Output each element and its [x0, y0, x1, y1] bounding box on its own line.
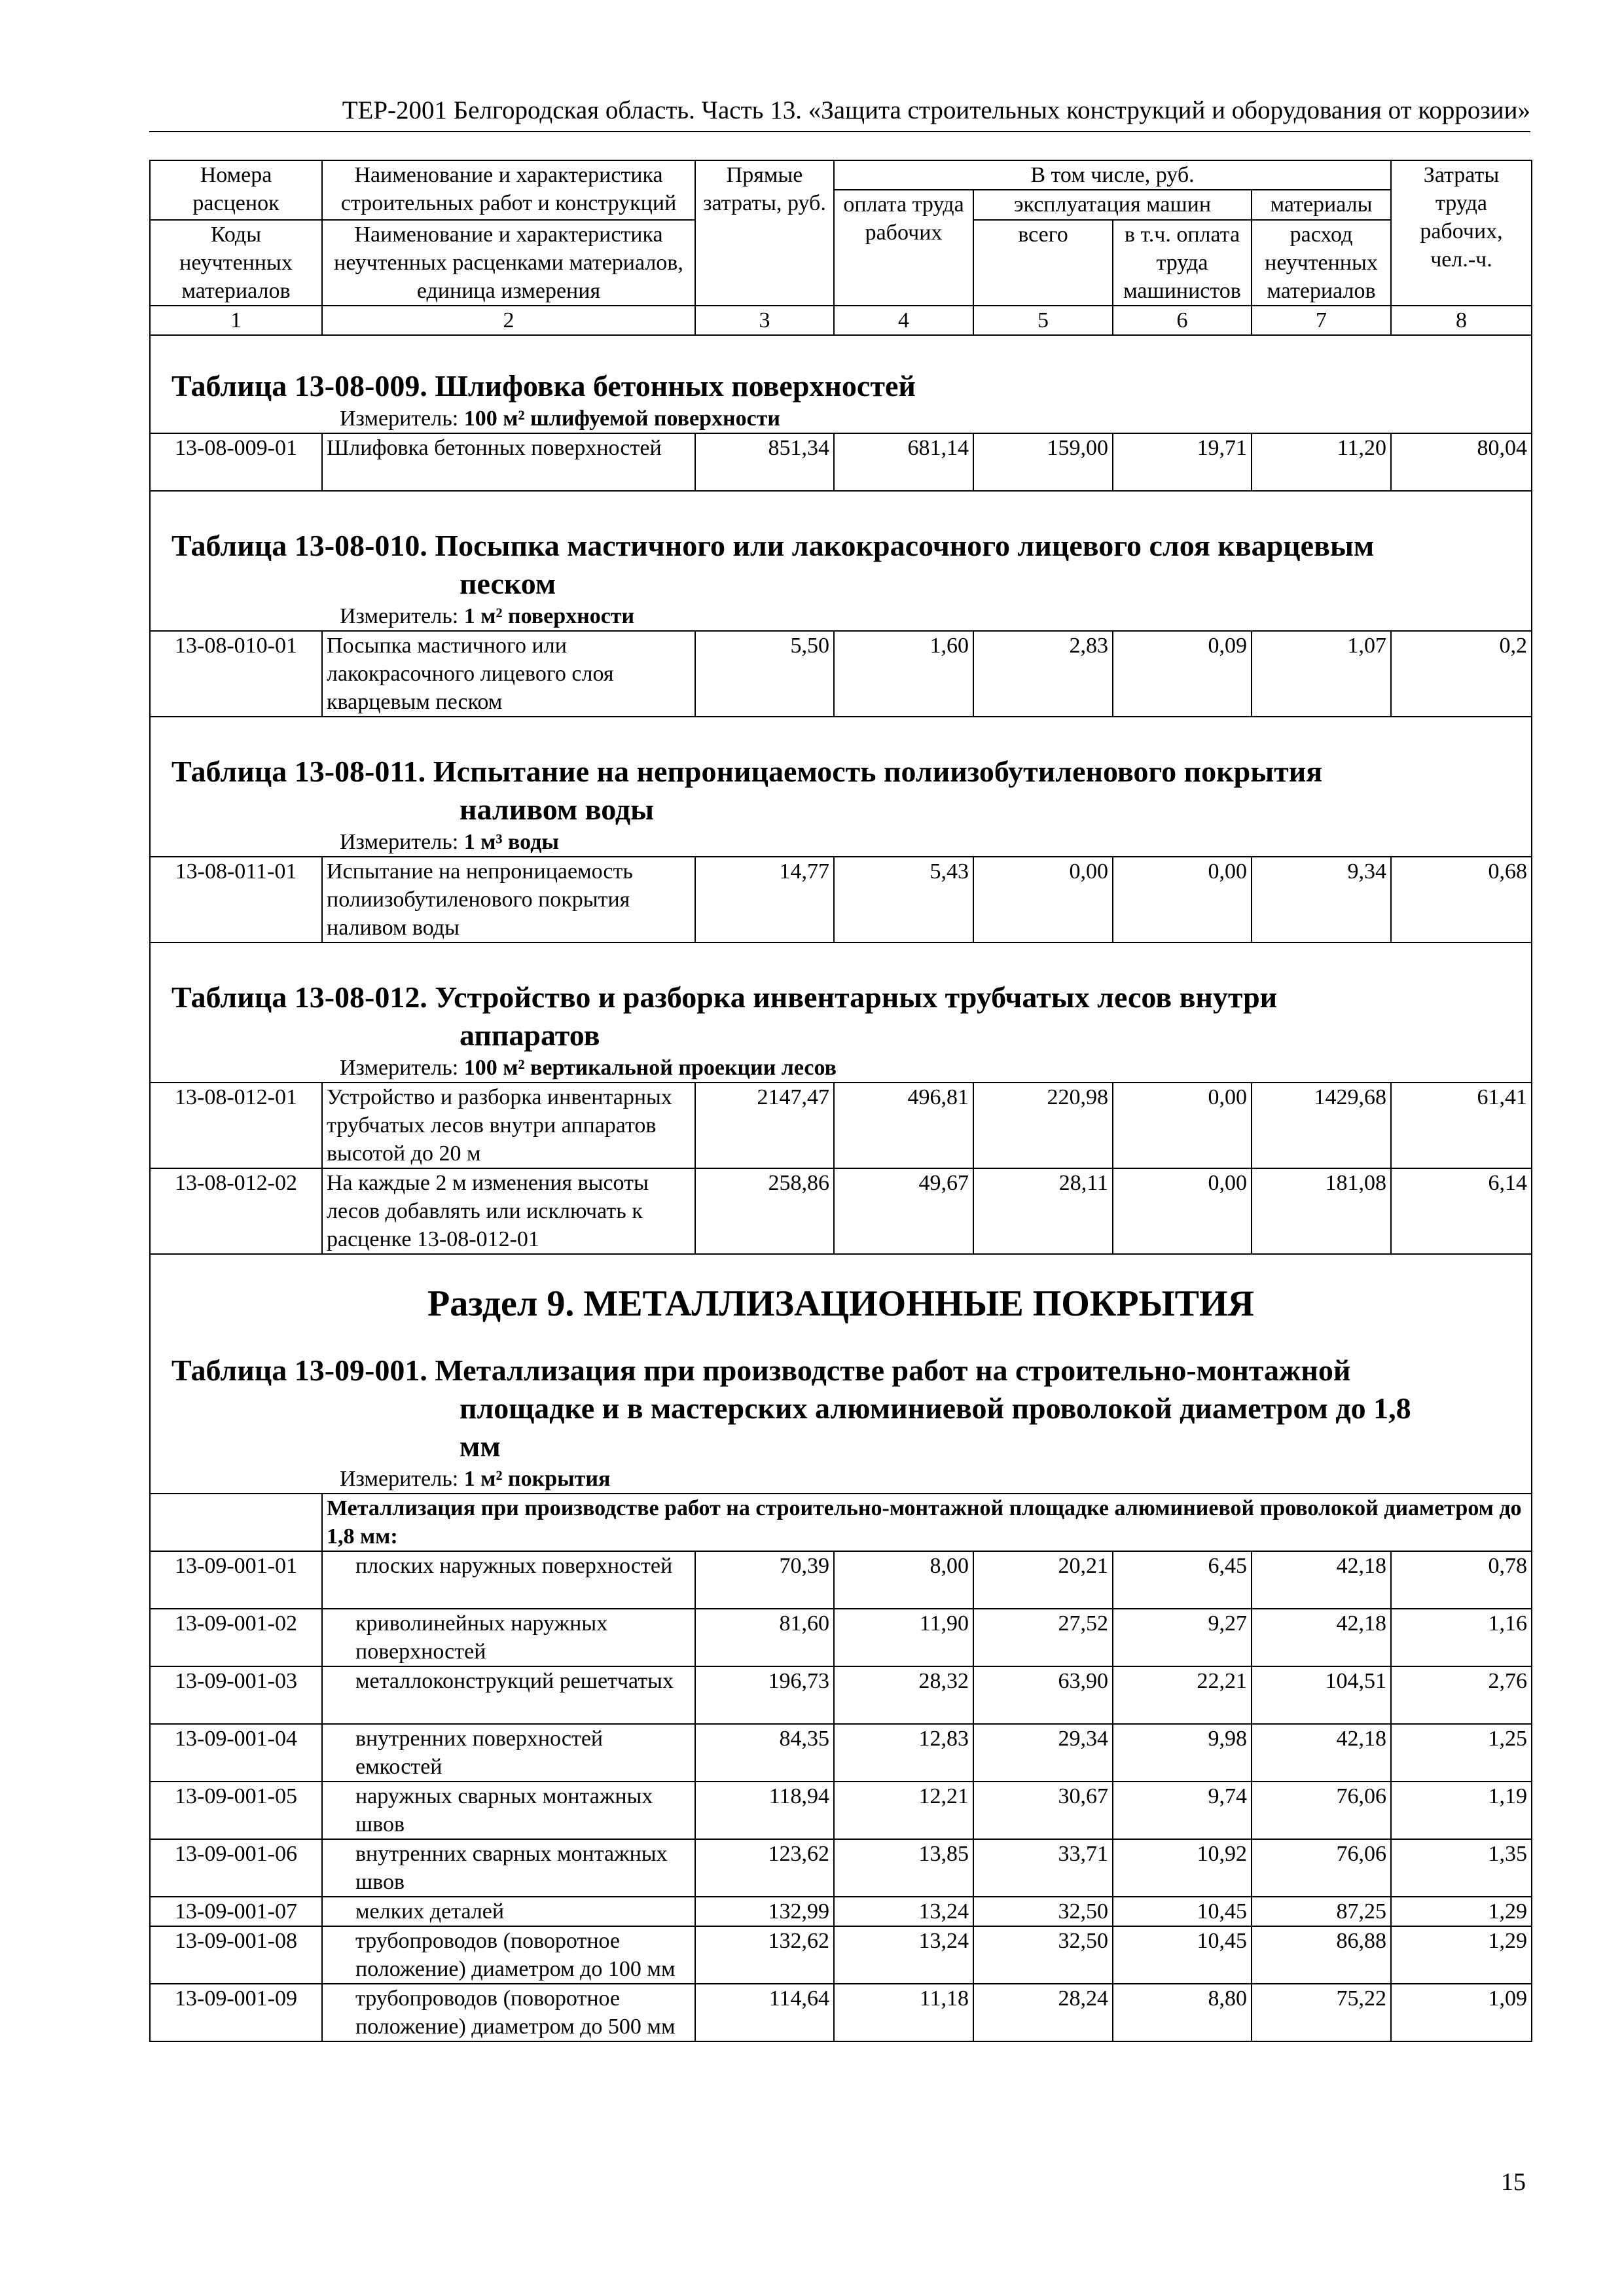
materials-header: материалы [1252, 190, 1391, 220]
table-cell: 681,14 [834, 433, 973, 491]
page-number: 15 [1501, 2168, 1526, 2196]
col-num-5: 5 [973, 306, 1113, 335]
table-cell: 159,00 [973, 433, 1113, 491]
col-num-6: 6 [1113, 306, 1252, 335]
table-cell: 76,06 [1252, 1839, 1391, 1897]
table-cell: 13-08-012-02 [150, 1168, 322, 1254]
table-cell: 0,00 [1113, 857, 1252, 942]
unit-line: Измеритель: 1 м² поверхности [340, 604, 635, 628]
table-title: Таблица 13-08-011. Испытание на непроницаемость полиизобутиленового покрытия наливом воды [171, 755, 1323, 826]
table-cell: 61,41 [1391, 1083, 1532, 1168]
table-cell: 12,21 [834, 1782, 973, 1839]
table-cell: 1,19 [1391, 1782, 1532, 1839]
table-cell: внутренних поверхностей емкостей [322, 1724, 695, 1782]
rates-table [149, 160, 1532, 2042]
page-header: ТЕР-2001 Белгородская область. Часть 13. «Защита строительных конструкций и оборудования от коррозии» [149, 90, 1530, 132]
table-cell: 81,60 [695, 1609, 834, 1666]
table-cell: 20,21 [973, 1551, 1113, 1609]
table-cell: 76,06 [1252, 1782, 1391, 1839]
table-cell: 0,00 [1113, 1083, 1252, 1168]
table-cell: 1,29 [1391, 1897, 1532, 1926]
table-cell: 13-08-012-01 [150, 1083, 322, 1168]
table-cell: 42,18 [1252, 1551, 1391, 1609]
table-row [150, 1551, 1532, 1609]
table-cell: плоских наружных поверхностей [322, 1551, 695, 1609]
table-cell: 1,29 [1391, 1926, 1532, 1984]
col-num-4: 4 [834, 306, 973, 335]
table-cell: 196,73 [695, 1666, 834, 1724]
table-cell: 70,39 [695, 1551, 834, 1609]
table-cell: 11,90 [834, 1609, 973, 1666]
table-cell: 1,60 [834, 631, 973, 717]
table-cell: 13-09-001-08 [150, 1926, 322, 1984]
table-cell: внутренних сварных монтажных швов [322, 1839, 695, 1897]
table-cell: 87,25 [1252, 1897, 1391, 1926]
table-cell: 9,74 [1113, 1782, 1252, 1839]
table-row [150, 1782, 1532, 1839]
col4-header: оплата труда рабочих [834, 190, 973, 306]
table-cell: 19,71 [1113, 433, 1252, 491]
table-cell: 132,99 [695, 1897, 834, 1926]
table-cell: 86,88 [1252, 1926, 1391, 1984]
table-cell: 104,51 [1252, 1666, 1391, 1724]
table-cell: 181,08 [1252, 1168, 1391, 1254]
group-subheader: Металлизация при производстве работ на строительно-монтажной площадке алюминиевой проволокой диаметром до 1,8 мм: [322, 1494, 1532, 1551]
table-cell: 10,45 [1113, 1897, 1252, 1926]
table-cell: 0,68 [1391, 857, 1532, 942]
table-cell: На каждые 2 м изменения высоты лесов добавлять или исключать к расценке 13-08-012-01 [322, 1168, 695, 1254]
table-cell: 1429,68 [1252, 1083, 1391, 1168]
table-cell: 10,92 [1113, 1839, 1252, 1897]
table-cell: 42,18 [1252, 1724, 1391, 1782]
table-cell: 13,24 [834, 1926, 973, 1984]
table-cell: 13,85 [834, 1839, 973, 1897]
table-cell: Шлифовка бетонных поверхностей [322, 433, 695, 491]
col6-header: в т.ч. оплата труда машинистов [1113, 220, 1252, 306]
table-cell: 851,34 [695, 433, 834, 491]
table-cell: 0,00 [973, 857, 1113, 942]
table-cell: 1,07 [1252, 631, 1391, 717]
table-cell: 9,34 [1252, 857, 1391, 942]
table-row [150, 1083, 1532, 1168]
col5-header: всего [973, 220, 1113, 306]
col-num-8: 8 [1391, 306, 1532, 335]
col8-header: Затраты труда рабочих, чел.-ч. [1391, 160, 1532, 306]
table-cell: 6,45 [1113, 1551, 1252, 1609]
table-cell: 80,04 [1391, 433, 1532, 491]
table-cell: металлоконструкций решетчатых [322, 1666, 695, 1724]
table-cell: 2147,47 [695, 1083, 834, 1168]
table-cell: 13-09-001-09 [150, 1984, 322, 2041]
table-cell: 496,81 [834, 1083, 973, 1168]
table-cell: 8,80 [1113, 1984, 1252, 2041]
table-title: Таблица 13-08-009. Шлифовка бетонных поверхностей [171, 369, 916, 403]
table-cell: 13-08-011-01 [150, 857, 322, 942]
table-cell: 28,32 [834, 1666, 973, 1724]
table-cell: 6,14 [1391, 1168, 1532, 1254]
table-cell: 13-09-001-04 [150, 1724, 322, 1782]
col1-bottom-header: Коды неучтенных материалов [150, 220, 322, 306]
table-section-009 [150, 335, 1532, 433]
table-row [150, 631, 1532, 717]
table-cell: 9,98 [1113, 1724, 1252, 1782]
table-cell: 28,24 [973, 1984, 1113, 2041]
table-cell: 1,16 [1391, 1609, 1532, 1666]
table-row [150, 1897, 1532, 1926]
unit-line: Измеритель: 1 м² покрытия [340, 1467, 611, 1491]
table-cell: 11,20 [1252, 433, 1391, 491]
table-cell: 10,45 [1113, 1926, 1252, 1984]
table-cell: 9,27 [1113, 1609, 1252, 1666]
table-cell: 33,71 [973, 1839, 1113, 1897]
table-cell: 32,50 [973, 1926, 1113, 1984]
table-cell: 132,62 [695, 1926, 834, 1984]
table-section-010 [150, 491, 1532, 631]
table-cell: 13,24 [834, 1897, 973, 1926]
col1-top-header: Номера расценок [150, 160, 322, 220]
table-cell: 5,43 [834, 857, 973, 942]
table-cell: 13-09-001-02 [150, 1609, 322, 1666]
table-cell: 0,78 [1391, 1551, 1532, 1609]
unit-line: Измеритель: 100 м² шлифуемой поверхности [340, 406, 781, 431]
col3-header: Прямые затраты, руб. [695, 160, 834, 306]
table-row [150, 433, 1532, 491]
table-cell: 27,52 [973, 1609, 1113, 1666]
table-title: Таблица 13-08-010. Посыпка мастичного или лакокрасочного лицевого слоя кварцевым песком [171, 529, 1375, 600]
table-cell: 258,86 [695, 1168, 834, 1254]
table-cell: 12,83 [834, 1724, 973, 1782]
col2-top-header: Наименование и характеристика строительных работ и конструкций [322, 160, 695, 220]
table-section-012 [150, 942, 1532, 1083]
table-cell: 2,83 [973, 631, 1113, 717]
table-cell: мелких деталей [322, 1897, 695, 1926]
table-row [150, 857, 1532, 942]
table-cell: 13-08-010-01 [150, 631, 322, 717]
table-cell: 13-09-001-01 [150, 1551, 322, 1609]
table-cell: Испытание на непроницаемость полиизобутиленового покрытия наливом воды [322, 857, 695, 942]
table-row [150, 1666, 1532, 1724]
table-cell: 29,34 [973, 1724, 1113, 1782]
machines-header: эксплуатация машин [973, 190, 1252, 220]
col-num-3: 3 [695, 306, 834, 335]
table-cell: 13-09-001-05 [150, 1782, 322, 1839]
col2-bottom-header: Наименование и характеристика неучтенных расценками материалов, единица измерения [322, 220, 695, 306]
col-num-1: 1 [150, 306, 322, 335]
col-num-2: 2 [322, 306, 695, 335]
table-cell: 14,77 [695, 857, 834, 942]
table-section-011 [150, 717, 1532, 857]
table-cell: Посыпка мастичного или лакокрасочного лицевого слоя кварцевым песком [322, 631, 695, 717]
table-cell: 5,50 [695, 631, 834, 717]
table-cell: наружных сварных монтажных швов [322, 1782, 695, 1839]
table-cell: 84,35 [695, 1724, 834, 1782]
table-cell: 0,2 [1391, 631, 1532, 717]
table-cell: 22,21 [1113, 1666, 1252, 1724]
table-cell: 75,22 [1252, 1984, 1391, 2041]
table-cell: 1,25 [1391, 1724, 1532, 1782]
col7-header: расход неучтенных материалов [1252, 220, 1391, 306]
col-num-7: 7 [1252, 306, 1391, 335]
table-cell: криволинейных наружных поверхностей [322, 1609, 695, 1666]
table-cell: 0,09 [1113, 631, 1252, 717]
table-cell: 8,00 [834, 1551, 973, 1609]
table-row [150, 1609, 1532, 1666]
table-row [150, 1839, 1532, 1897]
table-cell: 0,00 [1113, 1168, 1252, 1254]
table-cell: 1,35 [1391, 1839, 1532, 1897]
table-cell: 114,64 [695, 1984, 834, 2041]
table-title: Таблица 13-08-012. Устройство и разборка инвентарных трубчатых лесов внутри аппаратов [171, 980, 1278, 1052]
table-cell: 118,94 [695, 1782, 834, 1839]
table-row [150, 1724, 1532, 1782]
table-cell: 220,98 [973, 1083, 1113, 1168]
table-cell: 13-09-001-07 [150, 1897, 322, 1926]
table-cell: трубопроводов (поворотное положение) диаметром до 500 мм [322, 1984, 695, 2041]
table-cell: 123,62 [695, 1839, 834, 1897]
table-cell: 13-09-001-06 [150, 1839, 322, 1897]
table-cell: 42,18 [1252, 1609, 1391, 1666]
table-row [150, 1984, 1532, 2041]
table-cell: 13-09-001-03 [150, 1666, 322, 1724]
unit-line: Измеритель: 100 м² вертикальной проекции лесов [340, 1056, 837, 1080]
table-cell: 2,76 [1391, 1666, 1532, 1724]
table-cell: 13-08-009-01 [150, 433, 322, 491]
including-header: В том числе, руб. [834, 160, 1391, 190]
table-cell: 49,67 [834, 1168, 973, 1254]
table-cell: 32,50 [973, 1897, 1113, 1926]
table-cell: трубопроводов (поворотное положение) диаметром до 100 мм [322, 1926, 695, 1984]
section-9 [150, 1254, 1532, 1494]
table-cell: 28,11 [973, 1168, 1113, 1254]
table-cell: Устройство и разборка инвентарных трубчатых лесов внутри аппаратов высотой до 20 м [322, 1083, 695, 1168]
table-cell: 63,90 [973, 1666, 1113, 1724]
section-title: Раздел 9. МЕТАЛЛИЗАЦИОННЫЕ ПОКРЫТИЯ [427, 1283, 1254, 1324]
table-cell: 11,18 [834, 1984, 973, 2041]
table-cell: 1,09 [1391, 1984, 1532, 2041]
table-title: Таблица 13-09-001. Металлизация при производстве работ на строительно-монтажной площадке и в мастерских алюминиевой проволокой диаметром до 1,8 мм [171, 1354, 1411, 1463]
unit-line: Измеритель: 1 м³ воды [340, 830, 559, 854]
table-cell: 30,67 [973, 1782, 1113, 1839]
table-row [150, 1168, 1532, 1254]
table-row [150, 1926, 1532, 1984]
